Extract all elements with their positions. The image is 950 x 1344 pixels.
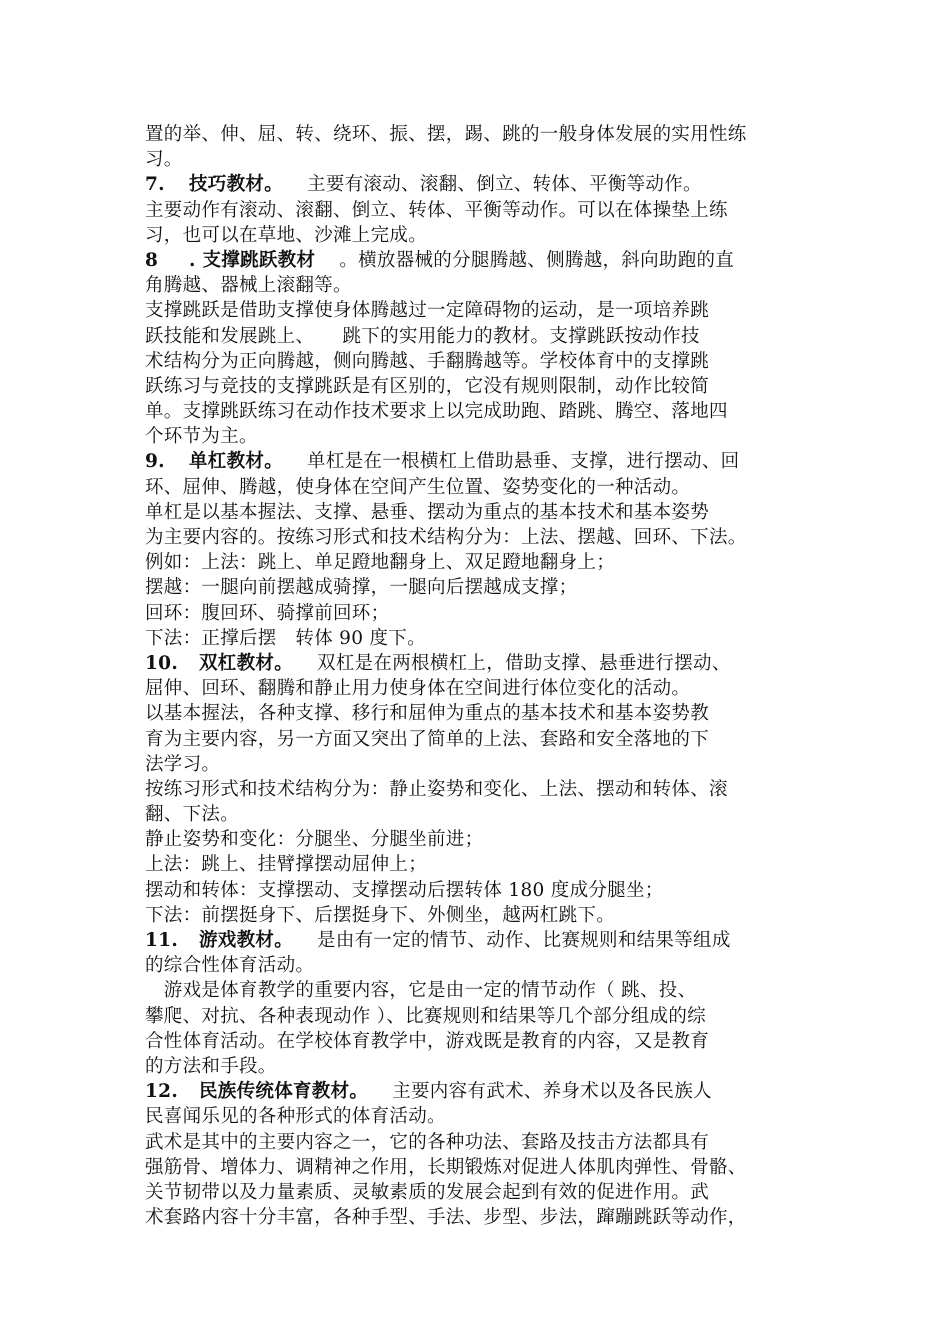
line-text: 下法：前摆挺身下、后摆挺身下、外侧坐，越两杠跳下。: [145, 904, 616, 926]
line-text: 以基本握法，各种支撑、移行和屈伸为重点的基本技术和基本姿势教: [145, 703, 710, 725]
text-line: [145, 1004, 810, 1029]
line-text: 关节韧带以及力量素质、灵敏素质的发展会起到有效的促进作用。武: [145, 1181, 710, 1203]
line-text: 攀爬、对抗、各种表现动作 ）、比赛规则和结果等几个部分组成的综: [145, 1005, 706, 1027]
section-number: 7.: [145, 174, 165, 196]
line-text: 翻、下法。: [145, 804, 240, 826]
line-text: 主要有滚动、滚翻、倒立、转体、平衡等动作。: [307, 174, 702, 196]
line-text: 为主要内容的。按练习形式和技术结构分为：上法、摆越、回环、下法。: [145, 527, 747, 548]
line-text: 单。支撑跳跃练习在动作技术要求上以完成助跑、踏跳、腾空、落地四: [145, 401, 728, 423]
section-heading-line: [145, 1079, 810, 1104]
section-heading-line: [145, 651, 810, 676]
line-text: 术套路内容十分丰富，各种手型、手法、步型、步法，蹿蹦跳跃等动作，: [145, 1207, 747, 1229]
line-text: 支撑跳跃是借助支撑使身体腾越过一定障碍物的运动，是一项培养跳: [145, 300, 710, 322]
line-text: 上法：跳上、挂臂撑摆动屈伸上；: [145, 854, 428, 876]
line-text: 回环：腹回环、骑撑前回环；: [145, 602, 390, 624]
line-text: 主要内容有武术、养身术以及各民族人: [392, 1081, 712, 1103]
line-text: 合性体育活动。在学校体育教学中，游戏既是教育的内容，又是教育: [145, 1030, 710, 1052]
line-text: 例如：上法：跳上、单足蹬地翻身上、双足蹬地翻身上；: [145, 552, 616, 574]
line-text: 游戏是体育教学的重要内容，它是由一定的情节动作（ 跳、投、: [145, 980, 697, 1002]
text-line: [145, 475, 810, 500]
line-text: 单杠是以基本握法、支撑、悬垂、摆动为重点的基本技术和基本姿势: [145, 501, 710, 523]
line-text: 跃技能和发展跳上、 跳下的实用能力的教材。支撑跳跃按动作技: [145, 325, 700, 347]
line-text: 习。: [145, 149, 183, 171]
section-number: 9.: [145, 451, 165, 473]
line-text: 摆越：一腿向前摆越成骑撑，一腿向后摆越成支撑；: [145, 577, 578, 599]
text-line: [145, 953, 810, 978]
line-text: 屈伸、回环、翻腾和静止用力使身体在空间进行体位变化的活动。: [145, 678, 691, 700]
text-line: [145, 1130, 810, 1155]
text-line: [145, 1029, 810, 1054]
line-text: 习，也可以在草地、沙滩上完成。: [145, 224, 428, 246]
text-line: [145, 676, 810, 701]
line-text: 按练习形式和技术结构分为：静止姿势和变化、上法、摆动和转体、滚: [145, 778, 728, 800]
text-line: [145, 852, 810, 877]
section-heading-line: [145, 449, 810, 474]
section-heading-line: [145, 248, 810, 273]
text-line: [145, 223, 810, 248]
text-line: [145, 273, 810, 298]
text-line: [145, 701, 810, 726]
section-title: . 支撑跳跃教材: [189, 249, 316, 271]
line-text: 法学习。: [145, 753, 221, 775]
section-number: 12.: [145, 1081, 179, 1103]
section-title: 技巧教材。: [189, 174, 284, 196]
section-number: 8: [145, 249, 159, 271]
document-body: [145, 122, 810, 1230]
line-text: 民喜闻乐见的各种形式的体育活动。: [145, 1106, 446, 1128]
section-title: 双杠教材。: [199, 652, 294, 674]
text-line: [145, 550, 810, 575]
section-heading-line: [145, 172, 810, 197]
line-text: 育为主要内容，另一方面又突出了简单的上法、套路和安全落地的下: [145, 728, 710, 750]
line-text: 强筋骨、增体力、调精神之作用，长期锻炼对促进人体肌肉弹性、骨骼、: [145, 1156, 747, 1178]
text-line: [145, 752, 810, 777]
line-text: 是由有一定的情节、动作、比赛规则和结果等组成: [317, 930, 731, 951]
document-page: [145, 122, 810, 1230]
text-line: [145, 802, 810, 827]
text-line: [145, 575, 810, 600]
line-text: 的方法和手段。: [145, 1055, 277, 1077]
text-line: [145, 349, 810, 374]
text-line: [145, 298, 810, 323]
line-text: 环、屈伸、腾越，使身体在空间产生位置、姿势变化的一种活动。: [145, 476, 691, 498]
text-line: [145, 878, 810, 903]
line-text: 单杠是在一根横杠上借助悬垂、支撑，进行摆动、回: [307, 451, 740, 473]
line-text: 双杠是在两根横杠上，借助支撑、悬垂进行摆动、: [317, 652, 731, 674]
line-text: 静止姿势和变化：分腿坐、分腿坐前进；: [145, 829, 484, 851]
section-number: 11.: [145, 930, 179, 951]
text-line: [145, 500, 810, 525]
section-title: 民族传统体育教材。: [199, 1081, 369, 1103]
text-line: [145, 978, 810, 1003]
text-line: [145, 324, 810, 349]
line-text: 。横放器械的分腿腾越、侧腾越，斜向助跑的直: [339, 249, 735, 271]
text-line: [145, 122, 810, 147]
text-line: [145, 198, 810, 223]
line-text: 主要动作有滚动、滚翻、倒立、转体、平衡等动作。可以在体操垫上练: [145, 199, 728, 221]
text-line: [145, 147, 810, 172]
text-line: [145, 1104, 810, 1129]
text-line: [145, 1180, 810, 1205]
line-text: 跃练习与竞技的支撑跳跃是有区别的，它没有规则限制，动作比较简: [145, 375, 710, 397]
text-line: [145, 1155, 810, 1180]
line-text: 个环节为主。: [145, 426, 258, 448]
text-line: [145, 374, 810, 399]
section-number: 10.: [145, 652, 179, 674]
line-text: 的综合性体育活动。: [145, 955, 315, 977]
text-line: [145, 903, 810, 928]
line-text: 术结构分为正向腾越，侧向腾越、手翻腾越等。学校体育中的支撑跳: [145, 350, 710, 372]
text-line: [145, 727, 810, 752]
line-text: 摆动和转体：支撑摆动、支撑摆动后摆转体 180 度成分腿坐；: [145, 879, 664, 901]
line-text: 下法：正撑后摆 转体 90 度下。: [145, 627, 426, 649]
section-heading-line: [145, 928, 810, 953]
text-line: [145, 601, 810, 626]
text-line: [145, 525, 810, 550]
text-line: [145, 424, 810, 449]
text-line: [145, 777, 810, 802]
text-line: [145, 1205, 810, 1230]
line-text: 置的举、伸、屈、转、绕环、振、摆，踢、跳的一般身体发展的实用性练: [145, 124, 747, 145]
section-title: 单杠教材。: [189, 451, 284, 473]
line-text: 角腾越、器械上滚翻等。: [145, 275, 352, 297]
line-text: 武术是其中的主要内容之一，它的各种功法、套路及技击方法都具有: [145, 1131, 710, 1153]
text-line: [145, 626, 810, 651]
text-line: [145, 1054, 810, 1079]
text-line: [145, 399, 810, 424]
text-line: [145, 827, 810, 852]
section-title: 游戏教材。: [199, 930, 294, 951]
